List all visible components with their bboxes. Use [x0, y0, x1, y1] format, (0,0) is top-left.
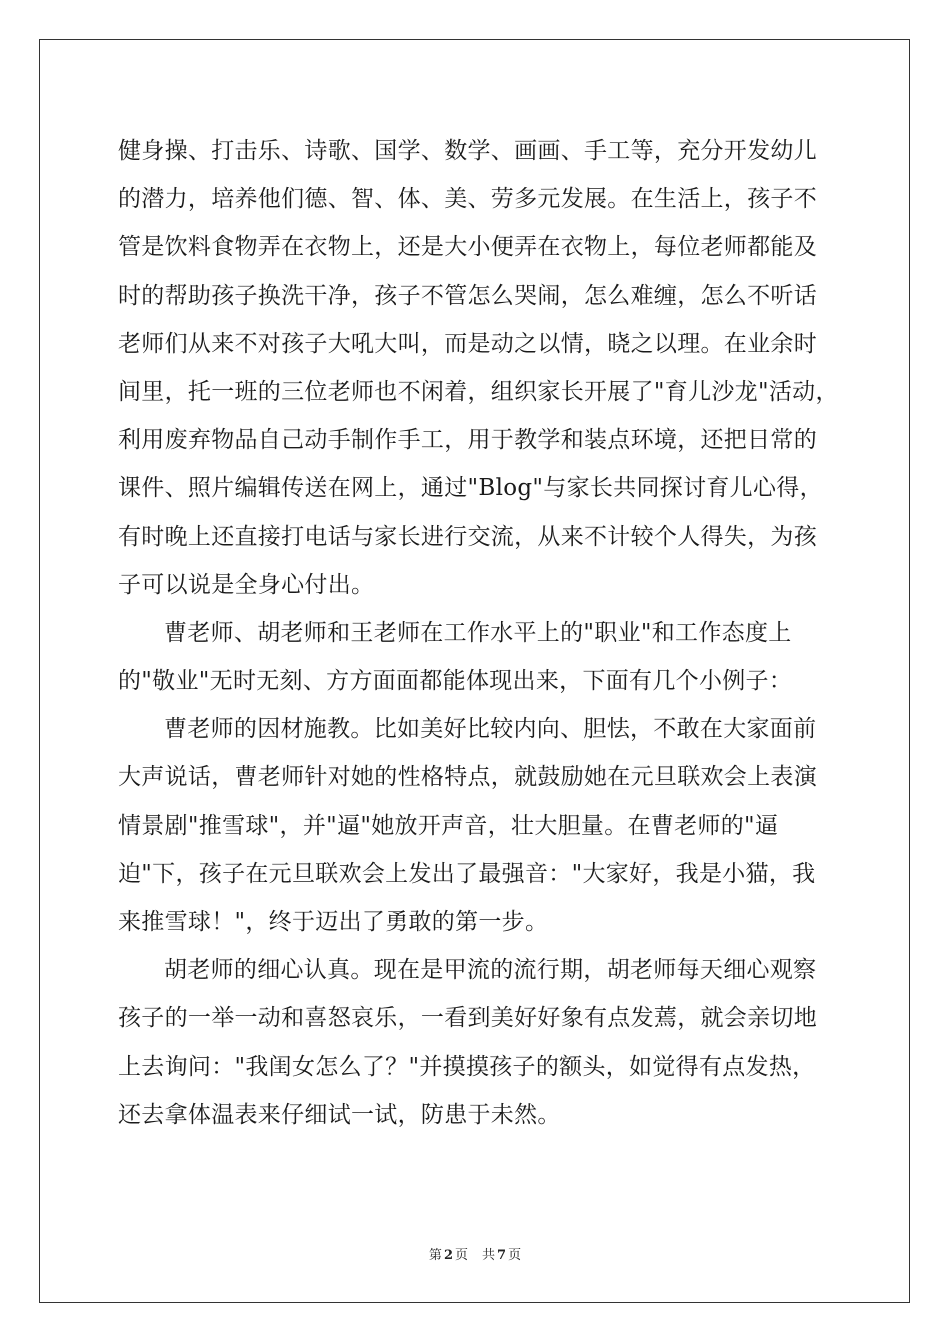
- footer-total-suffix: 页: [508, 1248, 522, 1263]
- text-line: 间里，托一班的三位老师也不闲着，组织家长开展了"育儿沙龙"活动，: [118, 378, 839, 405]
- paragraph-first-line: 曹老师的因材施教。比如美好比较内向、胆怯，不敢在大家面前: [164, 716, 817, 743]
- text-line: 课件、照片编辑传送在网上，通过"Blog"与家长共同探讨育儿心得，: [118, 475, 823, 502]
- footer-prefix: 第: [428, 1248, 442, 1263]
- text-line: 有时晚上还直接打电话与家长进行交流，从来不计较个人得失，为孩: [118, 523, 817, 550]
- text-line: 情景剧"推雪球"，并"逼"她放开声音，壮大胆量。在曹老师的"逼: [118, 812, 779, 839]
- text-line: 健身操、打击乐、诗歌、国学、数学、画画、手工等，充分开发幼儿: [118, 138, 817, 164]
- text-line: 大声说话，曹老师针对她的性格特点，就鼓励她在元旦联欢会上表演: [118, 764, 817, 791]
- text-line: 利用废弃物品自己动手制作手工，用于教学和装点环境，还把日常的: [118, 427, 817, 454]
- text-line: 子可以说是全身心付出。: [118, 571, 375, 598]
- footer-page-suffix: 页: [454, 1248, 468, 1263]
- text-line: 上去询问："我闺女怎么了？"并摸摸孩子的额头，如觉得有点发热，: [118, 1053, 816, 1080]
- total-page-number: 7: [497, 1248, 507, 1263]
- paragraph-first-line: 曹老师、胡老师和王老师在工作水平上的"职业"和工作态度上: [164, 619, 792, 646]
- text-line: 老师们从来不对孩子大吼大叫，而是动之以情，晓之以理。在业余时: [118, 330, 817, 357]
- text-line: 迫"下，孩子在元旦联欢会上发出了最强音："大家好，我是小猫，我: [118, 860, 816, 887]
- text-line: 的"敬业"无时无刻、方方面面都能体现出来，下面有几个小例子：: [118, 668, 793, 695]
- current-page-number: 2: [443, 1248, 453, 1263]
- page-footer: [0, 1244, 950, 1263]
- footer-total-prefix: 共: [482, 1248, 496, 1263]
- text-line: 来推雪球！"，终于迈出了勇敢的第一步。: [118, 909, 549, 935]
- document-body: [118, 127, 838, 1139]
- text-line: 的潜力，培养他们德、智、体、美、劳多元发展。在生活上，孩子不: [118, 186, 817, 213]
- text-line: 孩子的一举一动和喜怒哀乐，一看到美好好象有点发蔫，就会亲切地: [118, 1005, 817, 1032]
- paragraph-first-line: 胡老师的细心认真。现在是甲流的流行期，胡老师每天细心观察: [164, 957, 817, 984]
- text-line: 管是饮料食物弄在衣物上，还是大小便弄在衣物上，每位老师都能及: [118, 234, 817, 261]
- text-line: 时的帮助孩子换洗干净，孩子不管怎么哭闹，怎么难缠，怎么不听话: [118, 282, 817, 309]
- text-line: 还去拿体温表来仔细试一试，防患于未然。: [118, 1101, 561, 1128]
